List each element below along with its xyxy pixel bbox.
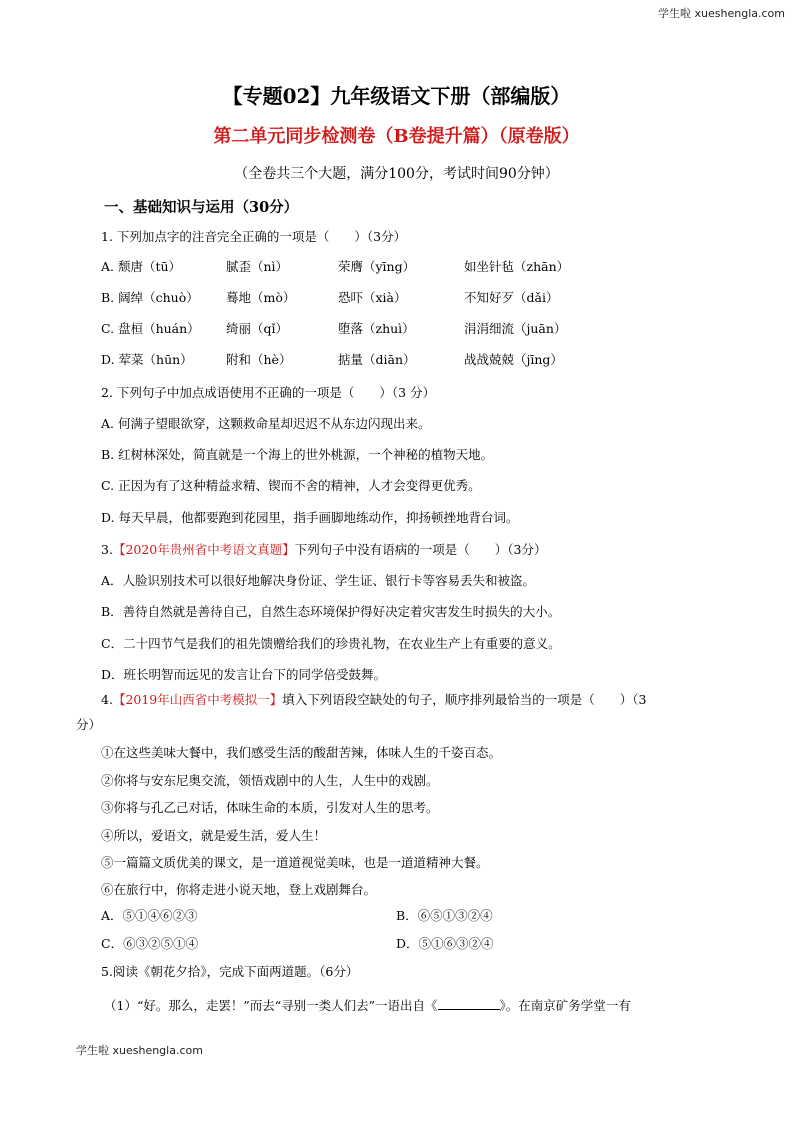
q4-choice-c: C．⑥③②⑤①④ xyxy=(101,936,199,951)
q1-option-d-4: 战战兢兢（jīng） xyxy=(464,352,563,367)
q1-option-d-2: 附和（hè） xyxy=(226,352,292,367)
q4-item-3: ③你将与孔乙己对话，体味生命的本质，引发对人生的思考。 xyxy=(101,800,439,815)
q4-choice-d: D．⑤①⑥③②④ xyxy=(396,936,494,951)
question-3-source-tag: 【2020年贵州省中考语文真题】 xyxy=(112,542,295,557)
q1-option-c-4: 涓涓细流（juān） xyxy=(464,321,567,336)
q1-option-a-1: A. 颓唐（tū） xyxy=(101,259,182,274)
q3-option-b: B．善待自然就是善待自己，自然生态环境保护得好决定着灾害发生时损失的大小。 xyxy=(101,604,561,619)
question-4-stem xyxy=(101,690,646,708)
q1-option-c-1: C. 盘桓（huán） xyxy=(101,321,200,336)
q1-option-c-3: 堕落（zhuì） xyxy=(338,321,415,336)
section-heading: 一、基础知识与运用（30分） xyxy=(104,199,299,216)
q1-option-d-3: 掂量（diān） xyxy=(338,352,416,367)
q4-choice-a: A．⑤①④⑥②③ xyxy=(101,908,198,923)
q1-option-b-2: 蓦地（mò） xyxy=(226,290,296,305)
q4-item-1: ①在这些美味大餐中，我们感受生活的酸甜苦辣，体味人生的千姿百态。 xyxy=(101,745,502,760)
question-5-part-1 xyxy=(104,996,631,1014)
q5-part1-text-a: （1）“好。那么，走罢！”而去“寻别一类人们去”一语出自《 xyxy=(104,998,438,1013)
question-5-stem: 5.阅读《朝花夕拾》，完成下面两道题。（6分） xyxy=(101,964,359,979)
q2-option-c: C. 正因为有了这种精益求精、锲而不舍的精神，人才会变得更优秀。 xyxy=(101,478,481,493)
question-3-text: 下列句子中没有语病的一项是（ ）（3分） xyxy=(294,542,547,557)
q2-option-a: A. 何满子望眼欲穿，这颗救命星却迟迟不从东边闪现出来。 xyxy=(101,416,431,431)
q1-option-b-1: B. 阔绰（chuò） xyxy=(101,290,199,305)
q5-answer-blank[interactable] xyxy=(438,999,500,1010)
page-title: 【专题02】九年级语文下册（部编版） xyxy=(222,84,571,108)
page-subtitle: 第二单元同步检测卷（B卷提升篇）（原卷版） xyxy=(213,126,580,147)
q3-option-d: D．班长明智而远见的发言让台下的同学倍受鼓舞。 xyxy=(101,667,387,682)
q4-item-6: ⑥在旅行中，你将走进小说天地，登上戏剧舞台。 xyxy=(101,882,377,897)
question-4-stem-continued: 分） xyxy=(76,717,102,732)
q1-option-d-1: D. 荤菜（hūn） xyxy=(101,352,193,367)
question-4-source-tag: 【2019年山西省中考模拟一】 xyxy=(112,692,283,707)
q5-part1-text-b: 》。在南京矿务学堂一有 xyxy=(499,998,631,1013)
q1-option-a-3: 荣膺（yīng） xyxy=(338,259,416,274)
q1-option-b-4: 不知好歹（dǎi） xyxy=(464,290,559,305)
q3-option-a: A．人脸识别技术可以很好地解决身份证、学生证、银行卡等容易丢失和被盗。 xyxy=(101,573,536,588)
q2-option-b: B. 红树林深处，简直就是一个海上的世外桃源，一个神秘的植物天地。 xyxy=(101,447,494,462)
q4-choice-b: B．⑥⑤①③②④ xyxy=(396,908,493,923)
q4-item-5: ⑤一篇篇文质优美的课文，是一道道视觉美味，也是一道道精神大餐。 xyxy=(101,855,489,870)
q2-option-d: D. 每天早晨，他都要跑到花园里，指手画脚地练动作，抑扬顿挫地背台词。 xyxy=(101,510,519,525)
question-1-stem: 1. 下列加点字的注音完全正确的一项是（ ）（3分） xyxy=(101,229,407,244)
question-4-number: 4. xyxy=(101,692,113,707)
exam-info: （全卷共三个大题，满分100分，考试时间90分钟） xyxy=(234,166,559,182)
question-3-number: 3. xyxy=(101,542,113,557)
question-2-stem: 2. 下列句子中加点成语使用不正确的一项是（ ）（3 分） xyxy=(101,385,436,400)
q1-option-a-2: 腻歪（nì） xyxy=(226,259,289,274)
watermark-top: 学生啦 xueshengla.com xyxy=(658,7,785,20)
q4-item-4: ④所以，爱语文，就是爱生活，爱人生！ xyxy=(101,828,327,843)
q1-option-b-3: 恐吓（xià） xyxy=(338,290,407,305)
q1-option-c-2: 绮丽（qǐ） xyxy=(226,321,288,336)
question-4-text: 填入下列语段空缺处的句子，顺序排列最恰当的一项是（ ）（3 xyxy=(282,692,647,707)
q4-item-2: ②你将与安东尼奥交流，领悟戏剧中的人生，人生中的戏剧。 xyxy=(101,773,439,788)
watermark-bottom: 学生啦 xueshengla.com xyxy=(76,1044,203,1057)
q3-option-c: C．二十四节气是我们的祖先馈赠给我们的珍贵礼物，在农业生产上有重要的意义。 xyxy=(101,636,561,651)
q1-option-a-4: 如坐针毡（zhān） xyxy=(464,259,570,274)
question-3-stem xyxy=(101,540,546,558)
